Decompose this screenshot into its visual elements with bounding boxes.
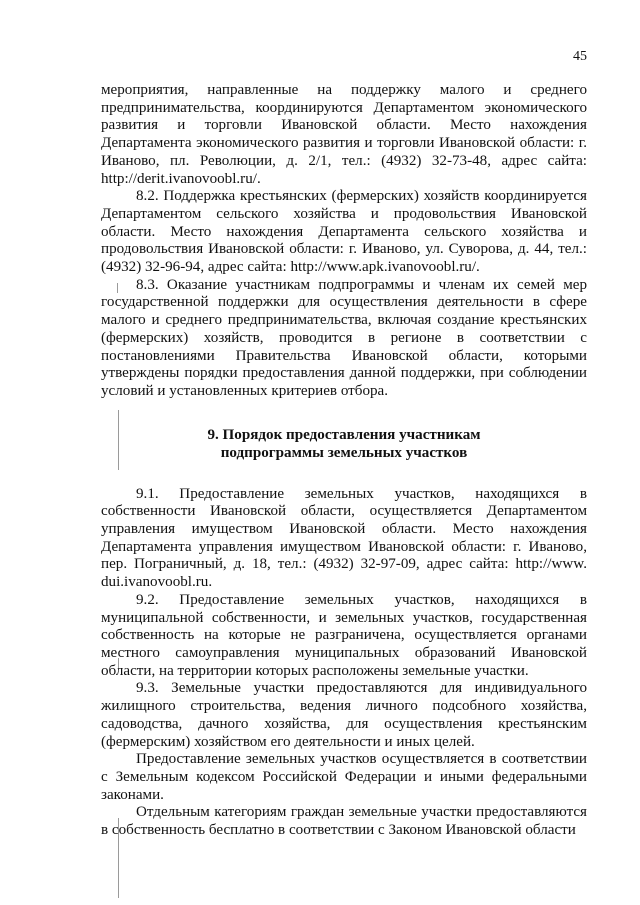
paragraph: мероприятия, направленные на поддержку малого и среднего предпринимательства, координируются Департаментом экономического развития и торговли Ивановской области. Место нахождения Департамента экономического развития и торговли Ивановской области: г. Иваново, пл. Революции, д. 2/1, тел.: (4932) 32-73-48, адрес сайта: http://derit.ivanovoobl.ru/. <box>101 82 587 187</box>
section-heading-line: подпрограммы земельных участков <box>220 444 468 461</box>
paragraph: 9.1. Предоставление земельных участков, находящихся в собственности Ивановской области, осуществляется Департаментом управления имуществом Ивановской области. Место нахождения Департамента управления имуществом Ивановской области: г. Иваново, пер. Пограничный, д. 18, тел.: (4932) 32-97-09, адрес сайта: http://www. dui.ivanovoobl.ru. <box>101 485 587 591</box>
paragraph: 9.2. Предоставление земельных участков, находящихся в муниципальной собственности, и земельных участков, государственная собственность на которые не разграничена, осуществляется органами местного самоуправления муниципальных образований Ивановской области, на территории которых расположены земельные участки. <box>101 591 587 679</box>
section-heading-line: 9. Порядок предоставления участникам <box>207 426 481 443</box>
paragraph: 8.3. Оказание участникам подпрограммы и членам их семей мер государственной поддержки для осуществления деятельности в сфере малого и среднего предпринимательства, включая создание крестьянских (фермерских) хозяйств, проводится в регионе в соответствии с постановлениями Правительства Ивановской области, которыми утверждены порядки предоставления данной поддержки, при соблюдении условий и установленных критериев отбора. <box>101 276 587 399</box>
paragraph: 8.2. Поддержка крестьянских (фермерских) хозяйств координируется Департаментом сельского хозяйства и продовольствия Ивановской области. Место нахождения Департамента сельского хозяйства и продовольствия Ивановской области: г. Иваново, ул. Суворова, д. 44, тел.: (4932) 32-96-94, адрес сайта: http://www.apk.ivanovoobl.ru/. <box>101 188 587 276</box>
paragraph: 9.3. Земельные участки предоставляются для индивидуального жилищного строительства, ведения личного подсобного хозяйства, садоводства, дачного хозяйства, для осуществления крестьянским (фермерским) хозяйством его деятельности и иных целей. <box>101 680 587 750</box>
page-number: 45 <box>573 49 587 64</box>
document-body <box>101 82 587 840</box>
section-heading <box>101 426 587 462</box>
paragraph: Отдельным категориям граждан земельные участки предоставляются в собственность бесплатно в соответствии с Законом Ивановской области <box>101 804 587 839</box>
paragraph: Предоставление земельных участков осуществляется в соответствии с Земельным кодексом Российской Федерации и иными федеральными законами. <box>101 751 587 803</box>
